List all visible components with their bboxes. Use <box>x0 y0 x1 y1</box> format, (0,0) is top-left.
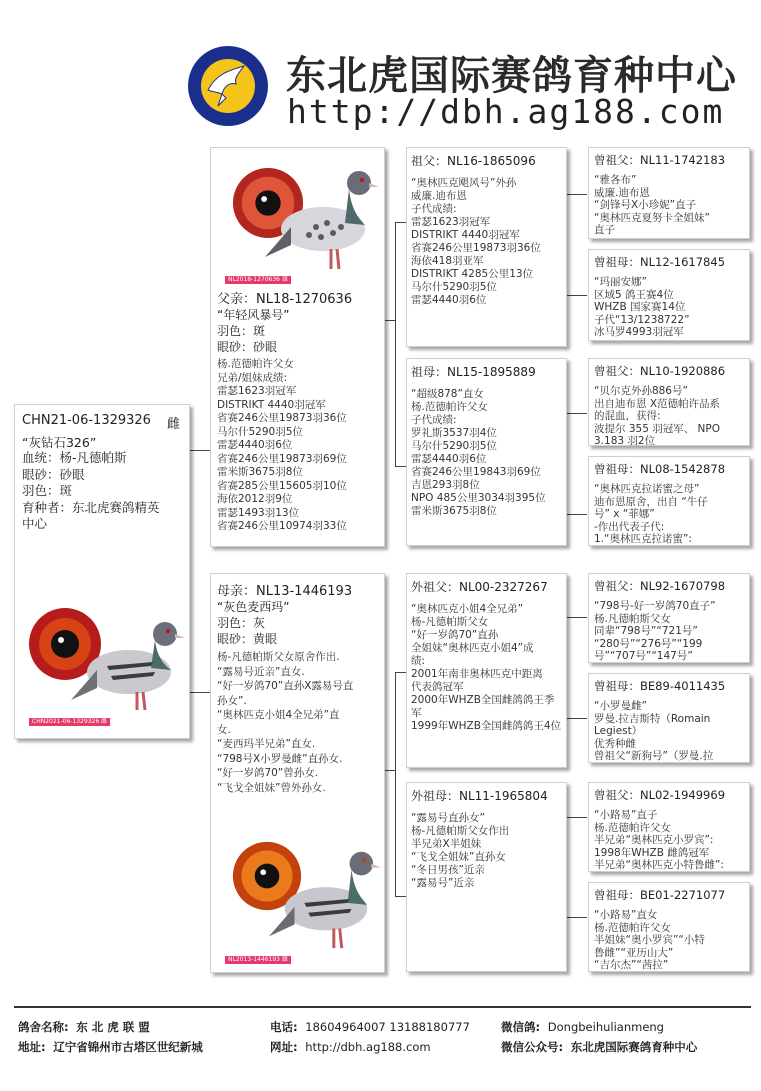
card-line: 子代成绩: <box>411 203 457 215</box>
card-lines <box>589 905 749 972</box>
connector <box>567 718 587 719</box>
card-line: -作出代表子代: <box>594 520 665 533</box>
card-line: 罗礼斯3537羽4位 <box>411 427 497 439</box>
card-line: DISTRIKT 4440羽冠军 <box>411 229 520 241</box>
card-line: 曾祖父“新狗号”（罗曼.拉 <box>594 750 714 762</box>
card-line: 2000年WHZB全国雌鸽鸽王季 <box>411 694 555 706</box>
record-line: 省赛285公里15605羽10位 <box>217 479 347 492</box>
card-line: “奥林匹克小姐4全兄弟” <box>411 603 524 615</box>
card-line: 杨.范德帕许父女 <box>594 821 671 834</box>
card-line: 全姐妹“奥林匹克小姐4”成 <box>411 642 534 654</box>
card-line: 军 <box>411 707 422 719</box>
father-color: 羽色：斑 <box>217 324 266 338</box>
card-line: 号” x “菲娜” <box>594 508 655 520</box>
father-title: 父亲：NL18-1270636 <box>217 292 353 307</box>
card-title: 曾祖父：NL10-1920886 <box>594 364 726 378</box>
footer-label: 鸽舍名称: <box>18 1020 69 1034</box>
subject-details <box>22 450 160 533</box>
card-line: “奥林匹克拉诺蜜之母” <box>594 483 700 495</box>
card-title: 祖父：NL16-1865096 <box>411 154 536 168</box>
card-lines <box>589 170 749 237</box>
great-grandparent-card <box>588 249 750 341</box>
card-lines <box>589 596 749 663</box>
subject-card <box>14 404 190 739</box>
record-line: 杨.范德帕许父女 <box>217 358 294 370</box>
card-line: “雅各布” <box>594 174 637 186</box>
footer-label: 微信鸽: <box>501 1020 541 1034</box>
record-line: 马尔什5290羽5位 <box>217 425 303 438</box>
card-line: 3.183 羽2位 <box>594 435 656 446</box>
card-line: 迪布恩原舍，出自 “牛仔 <box>594 495 708 508</box>
card-line: 半兄弟X半姐妹 <box>411 838 482 850</box>
header <box>0 0 761 140</box>
mother-photo <box>221 836 381 968</box>
card-line: “超级878”直女 <box>411 388 484 400</box>
card-line: 半姐妹“奥小罗宾”“小特 <box>594 934 705 946</box>
card-lines <box>589 479 749 546</box>
connector <box>567 413 587 414</box>
card-line: “冬日男孩”近亲 <box>411 864 485 876</box>
footer-divider <box>14 1006 751 1008</box>
footer-label: 微信公众号: <box>501 1040 564 1054</box>
card-line: “小路易”直子 <box>594 809 658 821</box>
card-line: 半兄弟“奥林匹克小罗宾”: <box>594 834 714 846</box>
card-line: “吉尔杰”“茜拉” <box>594 959 669 971</box>
card-line: 区域5 鸽王赛4位 <box>594 288 674 301</box>
connector <box>190 450 210 451</box>
connector <box>395 222 396 466</box>
card-line: “露易号直孙女” <box>411 812 485 824</box>
father-record <box>217 358 347 534</box>
footer-public-account <box>501 1039 697 1055</box>
pigeon-icon <box>261 154 381 280</box>
card-title: 祖母：NL15-1895889 <box>411 365 536 379</box>
record-line: “好一岁鸽70”直孙X露易号直 <box>217 680 354 692</box>
record-line: 孙女”. <box>217 694 247 707</box>
record-line: DISTRIKT 4440羽冠军 <box>217 398 326 411</box>
card-title: 曾祖父：NL92-1670798 <box>594 579 726 593</box>
subject-line: 血统：杨-凡德帕斯 <box>22 450 127 465</box>
card-lines <box>589 381 749 446</box>
footer-loft <box>18 1019 150 1035</box>
great-grandparent-card <box>588 673 750 763</box>
card-line: 的混血，获得: <box>594 410 661 422</box>
record-line: 雷瑟4440羽6位 <box>217 439 293 451</box>
record-line: “飞戈全姐妹”曾外孙女. <box>217 781 326 794</box>
card-line: 省赛246公里19873羽36位 <box>411 242 541 254</box>
card-title: 曾祖母：BE89-4011435 <box>594 679 726 693</box>
grandfather-maternal-card <box>406 573 567 768</box>
card-line: 优秀种雌 <box>594 737 636 750</box>
great-grandparent-card <box>588 882 750 972</box>
card-title: 曾祖母：NL08-1542878 <box>594 462 726 476</box>
record-line: “奥林匹克小姐4全兄弟”直 <box>217 709 340 721</box>
card-line: WHZB 国家赛14位 <box>594 301 686 313</box>
record-line: 省赛246公里10974羽33位 <box>217 520 347 532</box>
card-line: “飞戈全姐妹”直孙女 <box>411 851 506 863</box>
father-card <box>210 147 385 547</box>
card-line: 雷瑟1623羽冠军 <box>411 216 491 228</box>
card-lines <box>589 805 749 872</box>
grandmother-maternal-card <box>406 782 567 972</box>
card-line: 同辈“798号”“721号” <box>594 625 698 637</box>
card-line: 杨-凡德帕斯父女作出 <box>411 825 510 837</box>
subject-ring: CHN21-06-1329326 <box>22 413 151 428</box>
connector <box>567 617 587 618</box>
card-line: 海依418羽亚军 <box>411 255 484 267</box>
footer-wechat <box>501 1019 664 1035</box>
record-line: 雷米斯3675羽8位 <box>217 466 303 478</box>
card-line: “奥林匹克飓风号”外孙 <box>411 177 517 189</box>
great-grandparent-card <box>588 358 750 446</box>
record-line: 省赛246公里19873羽36位 <box>217 412 347 424</box>
connector <box>385 320 395 321</box>
card-title: 曾祖父：NL11-1742183 <box>594 153 726 167</box>
subject-line: 中心 <box>22 516 48 531</box>
card-line: “小罗曼雌” <box>594 700 647 712</box>
great-grandparent-card <box>588 456 750 546</box>
mother-record <box>217 650 353 795</box>
card-title: 外祖母：NL11-1965804 <box>411 789 548 803</box>
subject-photo <box>27 600 183 730</box>
father-photo <box>217 154 381 286</box>
footer-label: 地址: <box>18 1040 46 1054</box>
father-name: “年轻风暴号” <box>217 308 290 322</box>
record-line: “好一岁鸽70”曾孙女. <box>217 767 319 779</box>
card-line: NPO 485公里3034羽395位 <box>411 492 546 504</box>
card-lines <box>407 382 566 518</box>
footer-address <box>18 1039 203 1055</box>
card-title: 曾祖母：NL12-1617845 <box>594 255 726 269</box>
footer-phone <box>270 1019 470 1035</box>
card-line: DISTRIKT 4285公里13位 <box>411 268 534 280</box>
photo-tag: NL2013-1446193 雌 <box>225 956 291 964</box>
card-line: 杨.范德帕许父女 <box>594 921 671 934</box>
card-line: 1.“奥林匹克拉诺蜜”: <box>594 533 692 545</box>
footer-value: Dongbeihulianmeng <box>547 1020 664 1034</box>
connector <box>385 770 395 771</box>
connector <box>395 672 396 896</box>
footer-value: 东 北 虎 联 盟 <box>76 1020 150 1034</box>
record-line: 女. <box>217 723 231 736</box>
great-grandparent-card <box>588 147 750 239</box>
mother-title: 母亲：NL13-1446193 <box>217 584 353 599</box>
card-line: 1998年WHZB 雌鸽冠军 <box>594 846 710 859</box>
card-line: 雷米斯3675羽8位 <box>411 505 497 517</box>
footer-label: 网址: <box>270 1040 298 1054</box>
father-eye: 眼砂：砂眼 <box>217 340 278 354</box>
header-url[interactable]: http://dbh.ag188.com <box>287 92 725 131</box>
mother-eye: 眼砂：黄眼 <box>217 632 278 646</box>
mother-color: 羽色：灰 <box>217 616 266 630</box>
footer-website <box>270 1039 431 1055</box>
card-line: 波提尔 355 羽冠军、 NPO <box>594 422 721 435</box>
card-line: “280号”“276号”“199 <box>594 637 703 650</box>
card-line: 杨.凡德帕斯父女 <box>594 612 671 625</box>
photo-tag: CHN2021-06-1329326 雌 <box>29 718 110 726</box>
grandmother-paternal-card <box>406 358 567 546</box>
card-line: 2001年南非奥林匹克中距离 <box>411 668 543 680</box>
card-line: 绩: <box>411 655 426 667</box>
card-line: 马尔什5290羽5位 <box>411 440 497 452</box>
connector <box>567 295 587 296</box>
card-line: “798号-好一岁鸽70直子” <box>594 600 716 612</box>
connector <box>567 817 587 818</box>
footer-value: 18604964007 13188180777 <box>305 1020 470 1034</box>
card-line: 杨.范德帕许父女 <box>411 401 488 413</box>
card-line: 冰马罗4993羽冠军 <box>594 326 684 338</box>
card-line: 罗曼.拉吉斯特（Romain <box>594 712 711 725</box>
record-line: 省赛246公里19873羽69位 <box>217 452 347 465</box>
card-title: 外祖父：NL00-2327267 <box>411 580 548 594</box>
mother-card <box>210 573 385 973</box>
record-line: 雷瑟1493羽13位 <box>217 506 300 519</box>
subject-name: “灰钻石326” <box>22 435 97 450</box>
grandfather-paternal-card <box>406 147 567 347</box>
connector <box>567 514 587 515</box>
card-lines <box>407 806 566 890</box>
logo-icon <box>186 44 270 128</box>
card-line: 号”“707号”“147号” <box>594 650 693 662</box>
footer-label: 电话: <box>270 1020 298 1034</box>
card-line: 出自迪布恩 X范德帕许品系 <box>594 397 721 410</box>
card-line: Legiest） <box>594 725 643 737</box>
pigeon-icon <box>265 836 383 958</box>
card-title: 曾祖母：BE01-2271077 <box>594 888 726 902</box>
record-line: “798号X小罗曼雌”直孙女. <box>217 752 343 765</box>
great-grandparent-card <box>588 573 750 663</box>
card-line: 马尔什5290羽5位 <box>411 281 497 293</box>
card-line: “小路易”直女 <box>594 909 658 921</box>
card-lines <box>407 171 566 307</box>
card-line: “剑锋号X小珍妮”直子 <box>594 199 697 211</box>
card-line: 1999年WHZB全国雌鸽鸽王4位 <box>411 720 562 732</box>
photo-tag: NL2018-1270636 雄 <box>225 276 291 284</box>
footer-value: 辽宁省锦州市古塔区世纪新城 <box>53 1040 203 1054</box>
footer-value: 东北虎国际赛鸽育种中心 <box>570 1040 698 1054</box>
record-line: 雷瑟1623羽冠军 <box>217 385 297 397</box>
card-line: 直子 <box>594 224 615 236</box>
record-line: 兄弟/姐妹成绩: <box>217 371 288 384</box>
card-line: 杨-凡德帕斯父女 <box>411 616 489 628</box>
card-line: 鲁雌”“亚历山大” <box>594 946 674 959</box>
footer-value[interactable]: http://dbh.ag188.com <box>305 1040 431 1054</box>
card-line: 威廉.迪布恩 <box>411 190 467 202</box>
card-line: “奥林匹克夏努卡全姐妹” <box>594 211 710 224</box>
pigeon-icon <box>67 600 187 720</box>
subject-line: 眼砂：砂眼 <box>22 466 85 482</box>
connector <box>190 692 210 693</box>
card-line: 威廉.迪布恩 <box>594 186 650 199</box>
card-lines <box>407 597 566 733</box>
card-lines <box>589 272 749 339</box>
card-line: 雷瑟4440羽6位 <box>411 453 487 465</box>
subject-line: 羽色：斑 <box>22 483 73 498</box>
card-line: 半兄弟“奥林匹克小特鲁雌”: <box>594 859 724 871</box>
card-line: “贝尔克外孙886号” <box>594 385 688 397</box>
card-line: 雷瑟4440羽6位 <box>411 294 487 306</box>
card-line: 吉恩293羽8位 <box>411 479 480 491</box>
great-grandparent-card <box>588 782 750 872</box>
card-line: 代表鸽冠军 <box>411 681 464 693</box>
card-line: “玛丽安娜” <box>594 276 647 288</box>
subject-sex: 雌 <box>167 417 181 432</box>
record-line: “麦西玛半兄弟”直女. <box>217 738 316 750</box>
header-title: 东北虎国际赛鸽育种中心 <box>286 53 737 99</box>
card-line: 子代“13/1238722” <box>594 313 690 326</box>
card-title: 曾祖父：NL02-1949969 <box>594 788 726 802</box>
mother-name: “灰色麦西玛” <box>217 600 290 614</box>
connector <box>567 194 587 195</box>
connector <box>567 917 587 918</box>
card-line: 子代成绩: <box>411 414 457 426</box>
card-lines <box>589 696 749 763</box>
record-line: 海依2012羽9位 <box>217 493 293 505</box>
subject-line: 育种者：东北虎赛鸽精英 <box>22 499 160 515</box>
record-line: “露易号近亲”直女. <box>217 665 305 678</box>
record-line: 杨-凡德帕斯父女原舍作出. <box>217 651 340 663</box>
card-line: 省赛246公里19843羽69位 <box>411 466 541 478</box>
card-line: “露易号”近亲 <box>411 877 475 889</box>
card-line: “好一岁鸽70”直孙 <box>411 629 499 641</box>
